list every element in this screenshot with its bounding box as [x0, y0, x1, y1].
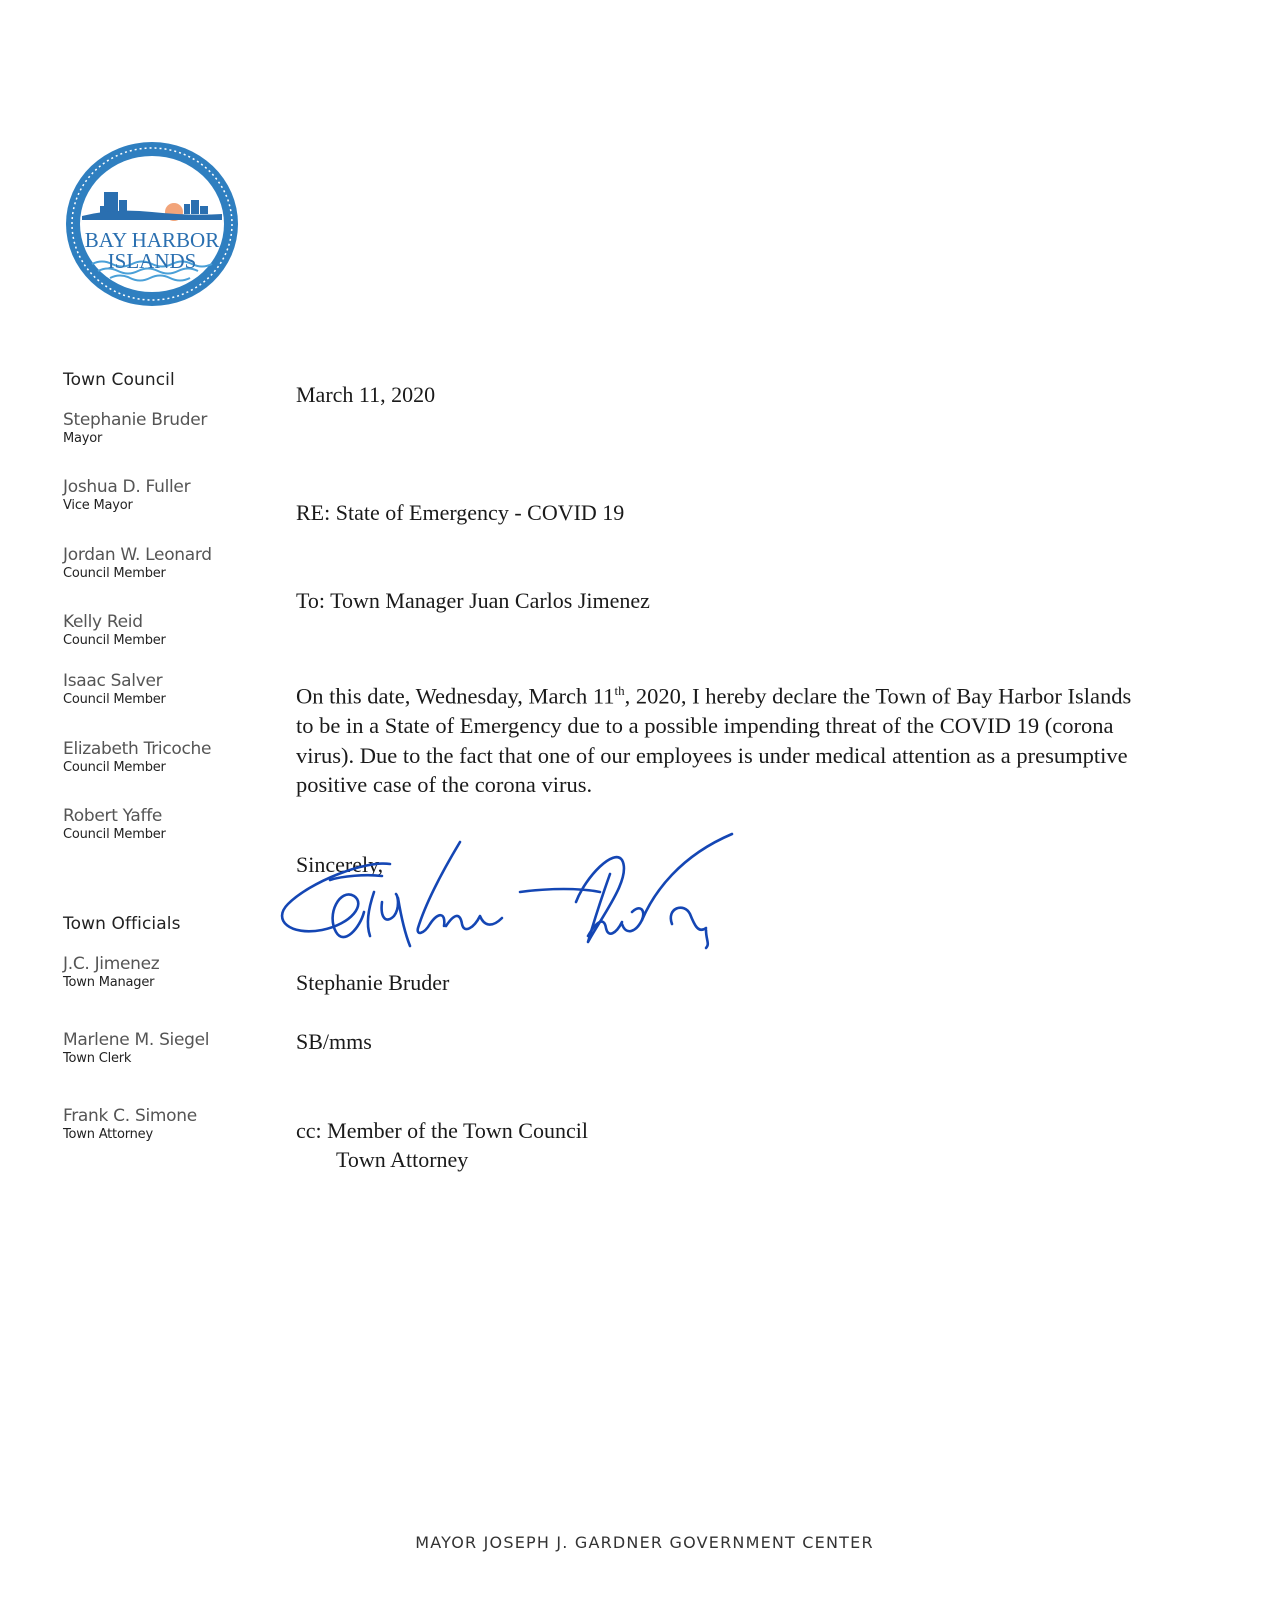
official-role: Town Attorney [63, 1127, 153, 1142]
ordinal-suffix: th [614, 683, 625, 698]
council-member [63, 612, 166, 648]
handwritten-signature [270, 832, 740, 950]
official [63, 1030, 209, 1066]
member-name: Stephanie Bruder [63, 410, 208, 430]
paragraph-part: On this date, Wednesday, March 11 [296, 683, 615, 709]
council-member [63, 477, 190, 513]
official-name: Marlene M. Siegel [63, 1030, 210, 1050]
member-name: Jordan W. Leonard [63, 545, 212, 565]
paragraph-part: , 2020, I hereby declare the Town of Bay Harbor Islands to be in a State of Emergency due to a possible impending threat of the COVID 19 (corona virus). Due to the fact that one of our employees is under medical attention as a presumptive positive case of the corona virus. [296, 683, 1132, 797]
council-title: Town Council [63, 370, 175, 390]
official-name: Frank C. Simone [63, 1106, 197, 1126]
typist-initials: SB/mms [296, 1029, 372, 1054]
cc-line-1: cc: Member of the Town Council [296, 1118, 588, 1143]
council-member [63, 410, 207, 446]
signer-name: Stephanie Bruder [296, 970, 450, 995]
official [63, 954, 159, 990]
member-name: Joshua D. Fuller [63, 477, 191, 497]
letter-recipient: To: Town Manager Juan Carlos Jimenez [296, 588, 650, 613]
seal-line2: ISLANDS [107, 249, 197, 273]
council-member [63, 739, 211, 775]
officials-title: Town Officials [63, 914, 181, 934]
council-member [63, 545, 212, 581]
cc-line-2: Town Attorney [336, 1147, 469, 1172]
member-role: Vice Mayor [63, 498, 133, 513]
member-name: Elizabeth Tricoche [63, 739, 212, 759]
official [63, 1106, 197, 1142]
letter-closing: Sincerely, [296, 852, 384, 877]
official-role: Town Manager [63, 975, 155, 990]
member-role: Mayor [63, 431, 103, 446]
seal-line1: BAY HARBOR [84, 228, 220, 252]
official-name: J.C. Jimenez [63, 954, 160, 974]
town-seal-logo [64, 140, 240, 308]
official-role: Town Clerk [63, 1051, 132, 1066]
member-name: Robert Yaffe [63, 806, 163, 826]
footer [0, 1533, 1279, 1552]
letter-subject: RE: State of Emergency - COVID 19 [296, 500, 625, 525]
member-role: Council Member [63, 566, 166, 581]
council-member [63, 671, 166, 707]
letter-paragraph [296, 676, 1146, 800]
council-member [63, 806, 166, 842]
footer-text: MAYOR JOSEPH J. GARDNER GOVERNMENT CENTER [415, 1533, 874, 1552]
member-role: Council Member [63, 760, 166, 775]
member-name: Kelly Reid [63, 612, 143, 632]
member-name: Isaac Salver [63, 671, 163, 691]
member-role: Council Member [63, 633, 166, 648]
member-role: Council Member [63, 827, 166, 842]
member-role: Council Member [63, 692, 166, 707]
letter-date: March 11, 2020 [296, 382, 436, 407]
